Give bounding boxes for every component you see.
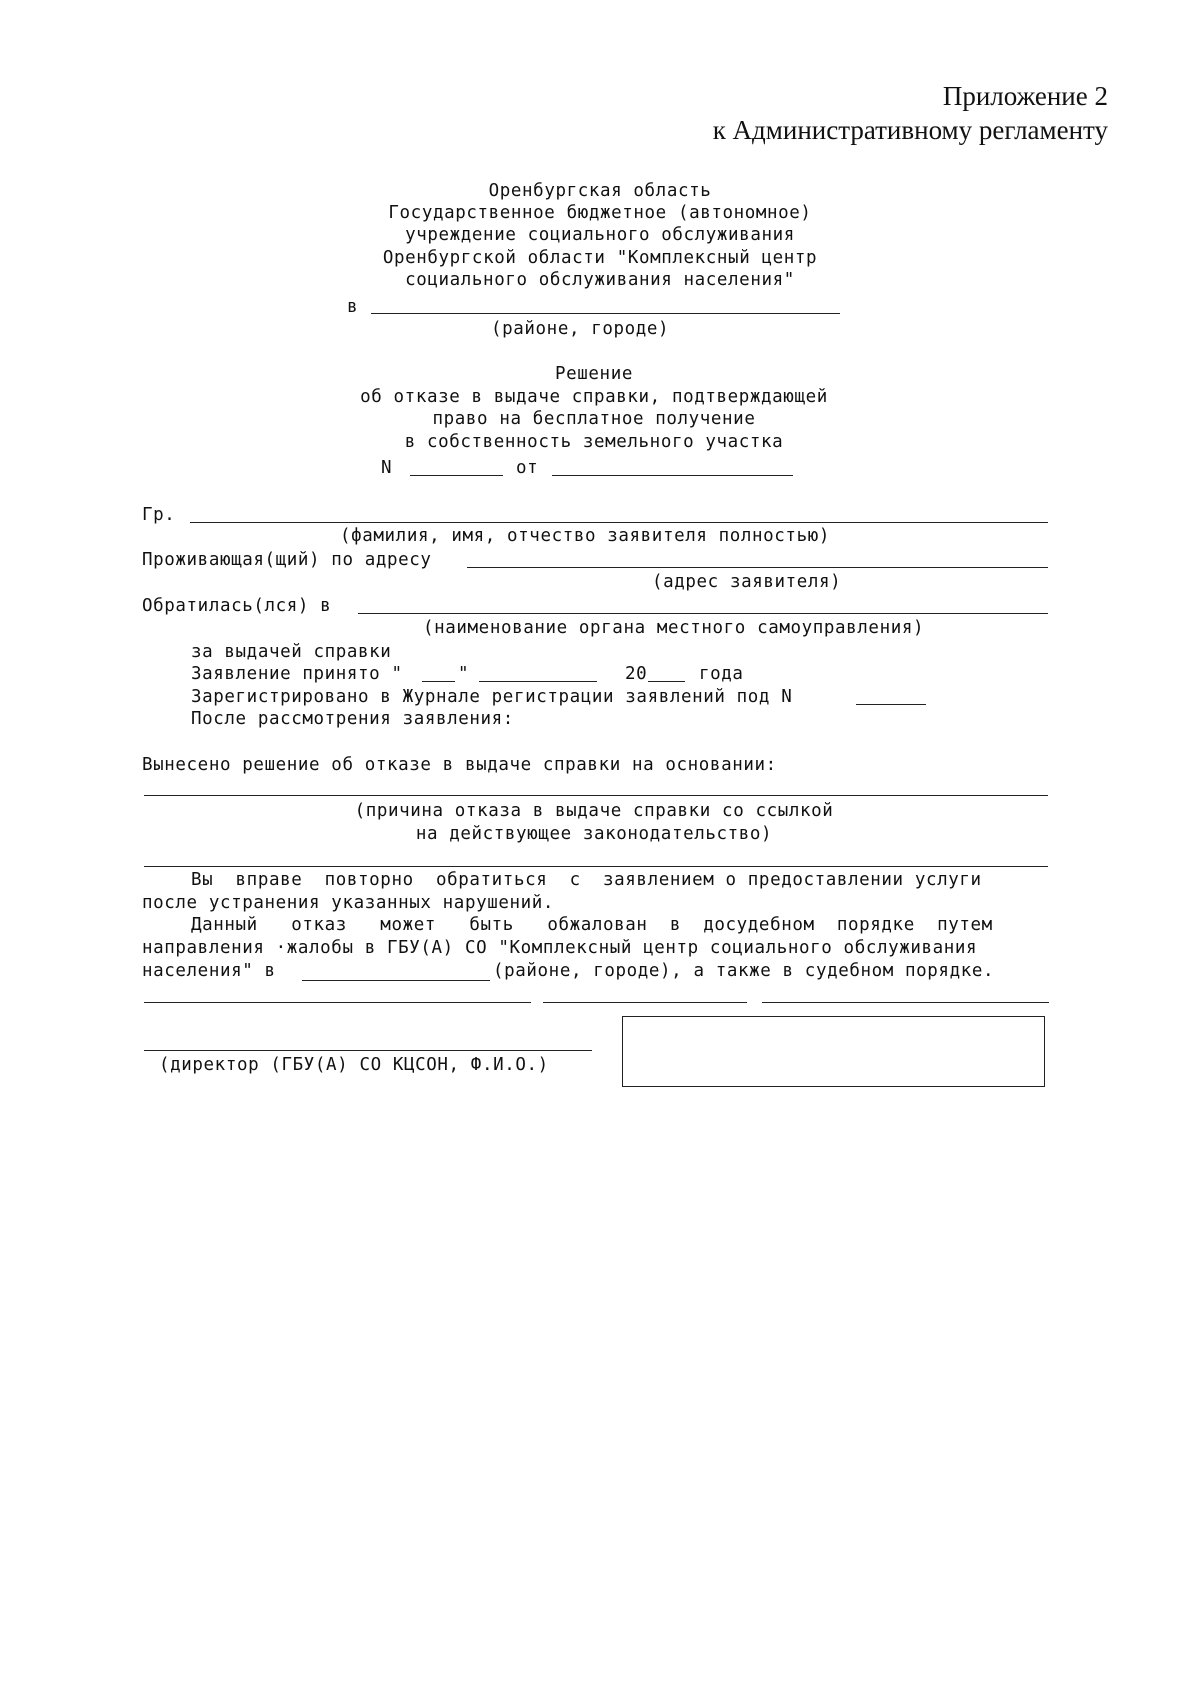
decision-subtitle-3: в собственность земельного участка [404, 432, 784, 452]
header-line-5: социального обслуживания населения" [405, 270, 795, 290]
citizen-label: Гр. [142, 505, 176, 525]
decision-from-label: от [516, 458, 539, 478]
header-line-2: Государственное бюджетное (автономное) [388, 203, 812, 223]
accepted-quote: " [458, 664, 470, 684]
decision-subtitle-2: право на бесплатное получение [432, 409, 756, 429]
registration-number-field[interactable] [856, 704, 926, 705]
separator-line-3 [762, 1002, 1049, 1003]
notice-p1-line2: после устранения указанных нарушений. [142, 893, 555, 913]
appendix-line-2: к Административному регламенту [712, 115, 1108, 145]
header-line-3: учреждение социального обслуживания [405, 225, 795, 245]
stamp-box[interactable] [622, 1016, 1045, 1087]
decision-number-field[interactable] [410, 475, 503, 476]
accepted-year-prefix: 20 [625, 664, 648, 684]
decision-number-label: N [381, 458, 393, 478]
refusal-reason-field-2[interactable] [144, 866, 1048, 867]
refusal-reason-field[interactable] [144, 795, 1048, 796]
decision-subtitle-1: об отказе в выдаче справки, подтверждающей [360, 387, 828, 407]
applied-body-field[interactable] [358, 613, 1048, 614]
refusal-reason-caption-2: на действующее законодательство) [415, 824, 773, 844]
registered-label: Зарегистрировано в Журнале регистрации заявлений под N [191, 687, 793, 707]
accepted-year-suffix: года [699, 664, 744, 684]
notice-p2-line3-suffix: (районе, городе), а также в судебном порядке. [493, 961, 995, 981]
decision-title: Решение [555, 364, 633, 384]
notice-p2-line2: направления ·жалобы в ГБУ(А) СО "Комплексный центр социального обслуживания [142, 938, 978, 958]
for-certificate-text: за выдачей справки [191, 642, 392, 662]
signature-caption: (директор (ГБУ(А) СО КЦСОН, Ф.И.О.) [159, 1055, 549, 1075]
header-in-prefix: в [347, 297, 359, 317]
district-name-line[interactable] [371, 313, 840, 314]
notice-district-field[interactable] [302, 980, 490, 981]
address-caption: (адрес заявителя) [652, 572, 842, 592]
accepted-year-field[interactable] [648, 681, 685, 682]
address-field[interactable] [467, 567, 1048, 568]
appendix-line-1: Приложение 2 [942, 81, 1108, 111]
accepted-month-field[interactable] [479, 681, 597, 682]
refusal-basis-label: Вынесено решение об отказе в выдаче справки на основании: [142, 755, 777, 775]
header-line-1: Оренбургская область [488, 181, 712, 201]
accepted-label: Заявление принято " [191, 664, 403, 684]
after-review-text: После рассмотрения заявления: [191, 709, 514, 729]
body-caption: (наименование органа местного самоуправления) [423, 618, 925, 638]
notice-p1-line1: Вы вправе повторно обратиться с заявлением о предоставлении услуги [191, 870, 982, 890]
applied-label: Обратилась(лся) в [142, 596, 332, 616]
citizen-name-caption: (фамилия, имя, отчество заявителя полностью) [340, 526, 830, 546]
district-caption: (районе, городе) [491, 319, 670, 339]
signature-line[interactable] [144, 1050, 592, 1051]
address-label: Проживающая(щий) по адресу [142, 550, 432, 570]
header-line-4: Оренбургской области "Комплексный центр [382, 248, 818, 268]
citizen-name-field[interactable] [190, 522, 1048, 523]
accepted-day-field[interactable] [422, 681, 455, 682]
notice-p2-line3-prefix: населения" в [142, 961, 276, 981]
separator-line-2 [543, 1002, 747, 1003]
decision-date-field[interactable] [552, 475, 793, 476]
separator-line-1 [144, 1002, 531, 1003]
notice-p2-line1: Данный отказ может быть обжалован в досудебном порядке путем [191, 915, 993, 935]
refusal-reason-caption-1: (причина отказа в выдаче справки со ссылкой [354, 801, 834, 821]
